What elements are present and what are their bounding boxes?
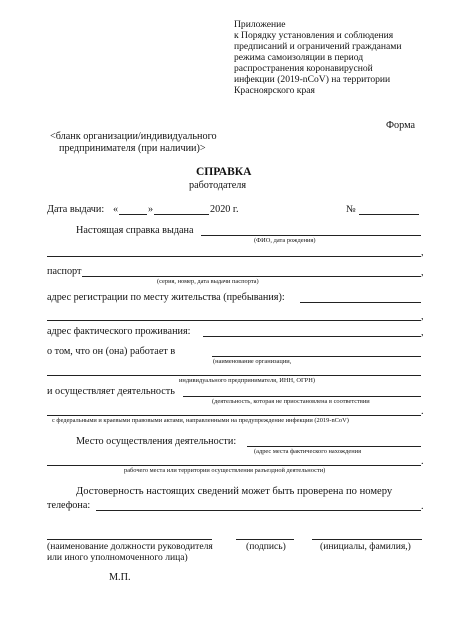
appendix-line: предписаний и ограничений гражданами	[234, 41, 402, 52]
appendix-line: к Порядку установления и соблюдения	[234, 30, 394, 41]
form-label: Форма	[386, 120, 415, 131]
appendix-line: Красноярского края	[234, 85, 315, 96]
quote-close: »	[148, 204, 154, 215]
workplace-field[interactable]	[247, 446, 421, 447]
passport-field[interactable]	[82, 276, 421, 277]
issued-to-field-2[interactable]	[47, 256, 421, 257]
workplace-label: Место осуществления деятельности:	[76, 436, 237, 447]
registration-field[interactable]	[300, 302, 421, 303]
position-field[interactable]	[47, 539, 212, 540]
date-label: Дата выдачи:	[47, 204, 105, 215]
actual-address-label: адрес фактического проживания:	[47, 326, 191, 337]
quote-open: «	[113, 204, 119, 215]
actual-address-field[interactable]	[203, 336, 421, 337]
passport-label: паспорт	[47, 266, 82, 277]
date-month-field[interactable]	[154, 214, 209, 215]
name-hint: (инициалы, фамилия,)	[320, 541, 411, 552]
signature-hint: (подпись)	[246, 541, 286, 552]
workplace-hint-2: рабочего места или территории осуществления разъездной деятельности)	[124, 467, 326, 474]
appendix-line: инфекции (2019-nCoV) на территории	[234, 74, 391, 85]
ip-hint: индивидуального предпринимателя, ИНН, ОГРН)	[179, 377, 315, 384]
registration-field-2[interactable]	[47, 320, 421, 321]
number-field[interactable]	[359, 214, 419, 215]
number-label: №	[346, 204, 356, 215]
appendix-block	[234, 19, 440, 96]
registration-label: адрес регистрации по месту жительства (пребывания):	[47, 292, 285, 303]
activity-hint: (деятельность, которая не приостановлена в соответствии	[212, 398, 370, 405]
organization-field-2[interactable]	[47, 375, 421, 376]
date-day-field[interactable]	[119, 214, 147, 215]
position-hint-2: или иного уполномоченного лица)	[47, 552, 188, 563]
phone-field[interactable]	[96, 510, 421, 511]
appendix-line: режима самоизоляции в период	[234, 52, 364, 63]
activity-hint-2: с федеральными и краевыми правовыми актами, направленными на предупреждение инфекции (2019-nCoV)	[52, 417, 349, 424]
passport-hint: (серия, номер, дата выдачи паспорта)	[157, 278, 259, 285]
letterhead-line1: <бланк организации/индивидуального	[50, 131, 217, 142]
appendix-line: Приложение	[234, 19, 286, 30]
document-title: СПРАВКА	[196, 166, 252, 178]
workplace-field-2[interactable]	[47, 465, 421, 466]
name-field[interactable]	[312, 539, 422, 540]
activity-label: и осуществляет деятельность	[47, 386, 175, 397]
activity-field-2[interactable]	[47, 415, 421, 416]
issued-to-hint: (ФИО, дата рождения)	[254, 237, 316, 244]
verification-line1: Достоверность настоящих сведений может быть проверена по номеру	[76, 486, 393, 497]
issued-to-label: Настоящая справка выдана	[76, 225, 194, 236]
activity-field[interactable]	[183, 396, 421, 397]
position-hint-1: (наименование должности руководителя	[47, 541, 213, 552]
works-at-label: о том, что он (она) работает в	[47, 346, 176, 357]
workplace-hint: (адрес места фактического нахождения	[254, 448, 362, 455]
issue-year: 2020 г.	[210, 204, 239, 215]
letterhead-line2: предпринимателя (при наличии)>	[59, 143, 206, 154]
issued-to-field[interactable]	[201, 235, 421, 236]
verification-line2: телефона:	[47, 500, 91, 511]
appendix-line: распространения коронавирусной	[234, 63, 373, 74]
document-subtitle: работодателя	[189, 180, 247, 191]
organization-field[interactable]	[212, 356, 421, 357]
signature-field[interactable]	[236, 539, 294, 540]
stamp-label: М.П.	[109, 572, 131, 583]
organization-hint: (наименование организации,	[213, 358, 292, 365]
